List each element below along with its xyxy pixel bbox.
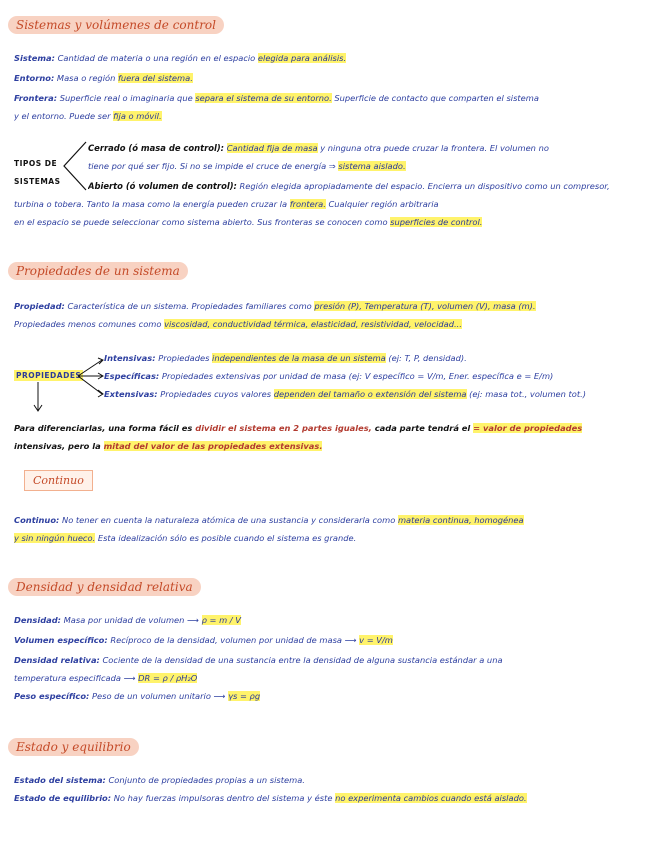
line-cerrado-2: tiene por qué ser fijo. Si no se impide el cruce de energía ⇒ sistema aislado. — [88, 161, 406, 171]
line-propiedad: Propiedad: Característica de un sistema. Propiedades familiares como presión (P), Temperatura (T), volumen (V), masa (m). — [14, 301, 536, 311]
line-continuo: Continuo: No tener en cuenta la naturaleza atómica de una sustancia y considerarla como materia continua, homogénea — [14, 515, 524, 525]
line-intensivas: Intensivas: Propiedades independientes de la masa de un sistema (ej: T, P, densidad). — [104, 353, 467, 363]
line-frontera: Frontera: Superficie real o imaginaria que separa el sistema de su entorno. Superficie de contacto que comparten el sistema — [14, 93, 539, 103]
section-title-sistemas: Sistemas y volúmenes de control — [8, 16, 224, 34]
line-estado-sistema: Estado del sistema: Conjunto de propiedades propias a un sistema. — [14, 775, 305, 785]
branch-arrows-icon — [76, 354, 106, 418]
line-abierto-3: en el espacio se puede seleccionar como sistema abierto. Sus fronteras se conocen como superficies de control. — [14, 217, 483, 227]
line-abierto-2: turbina o tobera. Tanto la masa como la energía pueden cruzar la frontera. Cualquier región arbitraria — [14, 199, 439, 209]
line-densidad-relativa-2: temperatura especificada ⟶ DR = ρ / ρH₂O — [14, 673, 198, 683]
brace-icon — [60, 138, 88, 194]
line-abierto: Abierto (ó volumen de control): Región elegida apropiadamente del espacio. Encierra un dispositivo como un compresor, — [88, 181, 610, 191]
label-propiedades: PROPIEDADES — [16, 371, 82, 380]
line-propiedad-2: Propiedades menos comunes como viscosidad, conductividad térmica, elasticidad, resistividad, velocidad... — [14, 319, 462, 329]
line-frontera-2: y el entorno. Puede ser fija o móvil. — [14, 111, 162, 121]
line-peso-especifico: Peso específico: Peso de un volumen unitario ⟶ γs = ρg — [14, 691, 261, 701]
line-especificas: Específicas: Propiedades extensivas por unidad de masa (ej: V específico = V/m, Ener. específica e = E/m) — [104, 371, 554, 381]
line-extensivas: Extensivas: Propiedades cuyos valores dependen del tamaño o extensión del sistema (ej: masa tot., volumen tot.) — [104, 389, 587, 399]
down-arrow-icon — [32, 382, 44, 414]
line-estado-equilibrio: Estado de equilibrio: No hay fuerzas impulsoras dentro del sistema y éste no experimenta cambios cuando está aislado. — [14, 793, 527, 803]
label-tipos: TIPOS DE SISTEMAS — [14, 159, 61, 186]
section-title-densidad: Densidad y densidad relativa — [8, 578, 201, 596]
line-diferenciar-2: intensivas, pero la mitad del valor de las propiedades extensivas. — [14, 441, 323, 451]
line-continuo-2: y sin ningún hueco. Esta idealización sólo es posible cuando el sistema es grande. — [14, 533, 357, 543]
section-title-continuo: Continuo — [24, 470, 93, 491]
line-volumen-especifico: Volumen específico: Recíproco de la densidad, volumen por unidad de masa ⟶ v = V/m — [14, 635, 393, 645]
line-sistema: Sistema: Cantidad de materia o una región en el espacio elegida para análisis. — [14, 53, 347, 63]
line-entorno: Entorno: Masa o región fuera del sistema. — [14, 73, 193, 83]
line-diferenciar: Para diferenciarlas, una forma fácil es dividir el sistema en 2 partes iguales, cada parte tendrá el = valor de propiedades — [14, 423, 583, 433]
line-densidad: Densidad: Masa por unidad de volumen ⟶ ρ = m / V — [14, 615, 241, 625]
section-title-propiedades: Propiedades de un sistema — [8, 262, 188, 280]
section-title-estado: Estado y equilibrio — [8, 738, 139, 756]
line-densidad-relativa: Densidad relativa: Cociente de la densidad de una sustancia entre la densidad de alguna sustancia estándar a una — [14, 655, 503, 665]
line-cerrado: Cerrado (ó masa de control): Cantidad fija de masa y ninguna otra puede cruzar la frontera. El volumen no — [88, 143, 549, 153]
